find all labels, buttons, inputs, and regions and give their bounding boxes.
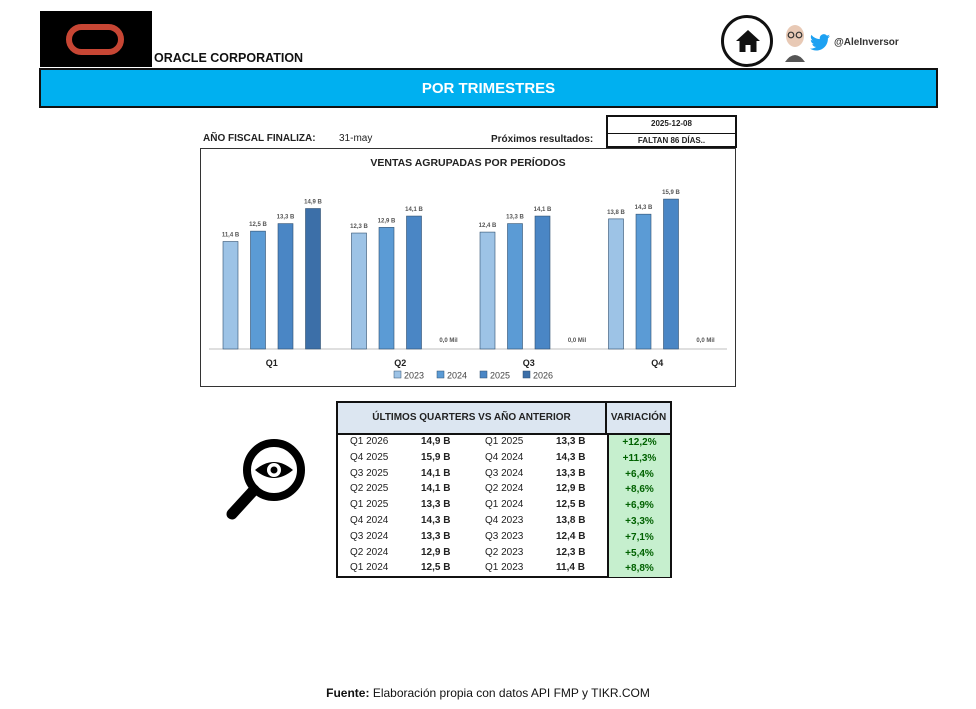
table-header-variation: VARIACIÓN bbox=[607, 403, 670, 435]
table-row bbox=[338, 514, 670, 530]
row-value: 14,1 B bbox=[421, 483, 451, 495]
table-body bbox=[338, 435, 670, 577]
data-label: 14,9 B bbox=[304, 199, 322, 206]
bar-2025-Q2 bbox=[407, 216, 422, 349]
sales-chart bbox=[201, 149, 735, 386]
bar-2023-Q2 bbox=[352, 233, 367, 349]
row-quarter: Q3 2025 bbox=[350, 467, 389, 479]
table-row bbox=[338, 546, 670, 562]
row-variation: +8,6% bbox=[607, 482, 670, 498]
row-value: 14,9 B bbox=[421, 436, 451, 447]
row-value: 15,9 B bbox=[421, 451, 451, 463]
avatar bbox=[782, 22, 808, 62]
legend-swatch bbox=[480, 371, 487, 378]
row-quarter: Q3 2024 bbox=[350, 530, 389, 542]
source-text: Elaboración propia con datos API FMP y TIKR.COM bbox=[369, 686, 650, 700]
home-icon bbox=[735, 28, 761, 54]
row-variation: +7,1% bbox=[607, 530, 670, 546]
bar-2023-Q3 bbox=[480, 232, 495, 349]
bar-2025-Q4 bbox=[664, 199, 679, 349]
bar-2023-Q4 bbox=[609, 219, 624, 349]
data-label: 14,1 B bbox=[533, 207, 552, 214]
next-results-date: 2025-12-08 bbox=[651, 119, 692, 128]
data-label: 14,3 B bbox=[634, 205, 653, 212]
row-value: 13,3 B bbox=[421, 530, 451, 542]
row-value: 14,1 B bbox=[421, 467, 451, 479]
row-variation: +12,2% bbox=[607, 435, 670, 451]
fiscal-year-value: 31-may bbox=[339, 133, 373, 144]
oracle-ring-icon bbox=[66, 24, 124, 55]
data-label: 13,3 B bbox=[276, 214, 295, 221]
source-footer bbox=[0, 686, 976, 700]
legend-swatch bbox=[394, 371, 401, 378]
row-variation: +8,8% bbox=[607, 561, 670, 577]
legend-label: 2025 bbox=[490, 370, 511, 381]
row-prev-value: 13,8 B bbox=[556, 514, 586, 526]
legend-swatch bbox=[523, 371, 530, 378]
magnifier-eye-icon bbox=[224, 436, 314, 526]
quarters-table bbox=[336, 401, 672, 578]
row-prev-value: 11,4 B bbox=[556, 562, 585, 574]
row-quarter: Q1 2024 bbox=[350, 562, 389, 574]
data-label: 14,1 B bbox=[405, 207, 423, 214]
row-quarter: Q2 2024 bbox=[350, 546, 389, 558]
next-results-box bbox=[606, 115, 737, 148]
row-variation: +11,3% bbox=[607, 451, 670, 467]
row-prev-quarter: Q3 2023 bbox=[485, 530, 524, 542]
row-variation: +6,4% bbox=[607, 467, 670, 483]
data-label: 12,5 B bbox=[249, 222, 267, 229]
twitter-handle[interactable]: @AleInversor bbox=[834, 37, 899, 48]
category-label: Q1 bbox=[265, 358, 278, 368]
data-label: 12,3 B bbox=[350, 224, 368, 231]
category-label: Q2 bbox=[394, 358, 407, 368]
row-quarter: Q4 2025 bbox=[350, 451, 389, 463]
data-label: 0,0 Mil bbox=[567, 338, 587, 344]
next-results-label: Próximos resultados: bbox=[491, 134, 594, 145]
legend-label: 2024 bbox=[447, 370, 468, 381]
row-prev-quarter: Q4 2024 bbox=[485, 451, 524, 463]
bar-2024-Q3 bbox=[508, 224, 523, 349]
row-quarter: Q4 2024 bbox=[350, 514, 389, 526]
data-label: 15,9 B bbox=[662, 190, 680, 197]
table-header-comparison: ÚLTIMOS QUARTERS VS AÑO ANTERIOR bbox=[338, 403, 607, 435]
row-prev-value: 12,3 B bbox=[556, 546, 586, 558]
row-variation: +6,9% bbox=[607, 498, 670, 514]
bar-2024-Q2 bbox=[379, 227, 394, 349]
section-banner bbox=[39, 68, 938, 108]
row-value: 13,3 B bbox=[421, 499, 451, 511]
row-prev-quarter: Q4 2023 bbox=[485, 514, 524, 526]
home-button[interactable] bbox=[721, 15, 773, 67]
data-label: 11,4 B bbox=[221, 232, 240, 239]
data-label: 12,9 B bbox=[377, 218, 396, 225]
row-prev-value: 12,9 B bbox=[556, 483, 586, 495]
bar-2025-Q1 bbox=[278, 224, 293, 349]
sales-chart-frame bbox=[200, 148, 736, 387]
row-quarter: Q1 2025 bbox=[350, 499, 389, 511]
row-prev-value: 12,4 B bbox=[556, 530, 586, 542]
legend-label: 2026 bbox=[533, 370, 554, 381]
source-label: Fuente: bbox=[326, 686, 370, 700]
table-row bbox=[338, 530, 670, 546]
bar-2025-Q3 bbox=[535, 216, 550, 349]
row-value: 12,9 B bbox=[421, 546, 451, 558]
row-prev-value: 14,3 B bbox=[556, 451, 586, 463]
data-label: 0,0 Mil bbox=[439, 338, 458, 344]
divider bbox=[608, 133, 735, 134]
table-row bbox=[338, 467, 670, 483]
row-value: 14,3 B bbox=[421, 514, 451, 526]
data-label: 13,3 B bbox=[506, 214, 524, 221]
row-prev-value: 13,3 B bbox=[556, 467, 586, 479]
bar-2024-Q4 bbox=[636, 214, 651, 349]
bar-2024-Q1 bbox=[251, 231, 266, 349]
bar-2026-Q1 bbox=[306, 209, 321, 349]
row-value: 12,5 B bbox=[421, 562, 451, 574]
data-label: 0,0 Mil bbox=[696, 338, 715, 344]
row-prev-quarter: Q1 2023 bbox=[485, 562, 524, 574]
row-prev-quarter: Q3 2024 bbox=[485, 467, 524, 479]
row-variation: +5,4% bbox=[607, 546, 670, 562]
category-label: Q4 bbox=[651, 358, 664, 368]
twitter-icon[interactable] bbox=[810, 34, 830, 51]
data-label: 13,8 B bbox=[607, 209, 625, 216]
fiscal-year-label: AÑO FISCAL FINALIZA: bbox=[203, 133, 316, 144]
banner-title: POR TRIMESTRES bbox=[421, 80, 556, 97]
table-row bbox=[338, 451, 670, 467]
row-prev-quarter: Q2 2024 bbox=[485, 483, 524, 495]
row-prev-quarter: Q2 2023 bbox=[485, 546, 524, 558]
table-row bbox=[338, 435, 670, 451]
category-label: Q3 bbox=[522, 358, 535, 368]
row-prev-quarter: Q1 2025 bbox=[485, 436, 524, 447]
data-label: 12,4 B bbox=[478, 223, 497, 230]
legend-label: 2023 bbox=[404, 370, 425, 381]
table-row bbox=[338, 482, 670, 498]
bar-2023-Q1 bbox=[223, 242, 238, 349]
chart-title: VENTAS AGRUPADAS POR PERÍODOS bbox=[370, 157, 566, 169]
company-name: ORACLE CORPORATION bbox=[154, 51, 304, 65]
row-quarter: Q1 2026 bbox=[350, 436, 389, 447]
row-variation: +3,3% bbox=[607, 514, 670, 530]
row-quarter: Q2 2025 bbox=[350, 483, 389, 495]
table-row bbox=[338, 561, 670, 577]
row-prev-value: 13,3 B bbox=[556, 436, 586, 447]
row-prev-value: 12,5 B bbox=[556, 499, 586, 511]
row-prev-quarter: Q1 2024 bbox=[485, 499, 524, 511]
table-row bbox=[338, 498, 670, 514]
legend-swatch bbox=[437, 371, 444, 378]
next-results-remaining: FALTAN 86 DÍAS.. bbox=[637, 136, 706, 145]
oracle-logo bbox=[40, 11, 152, 67]
